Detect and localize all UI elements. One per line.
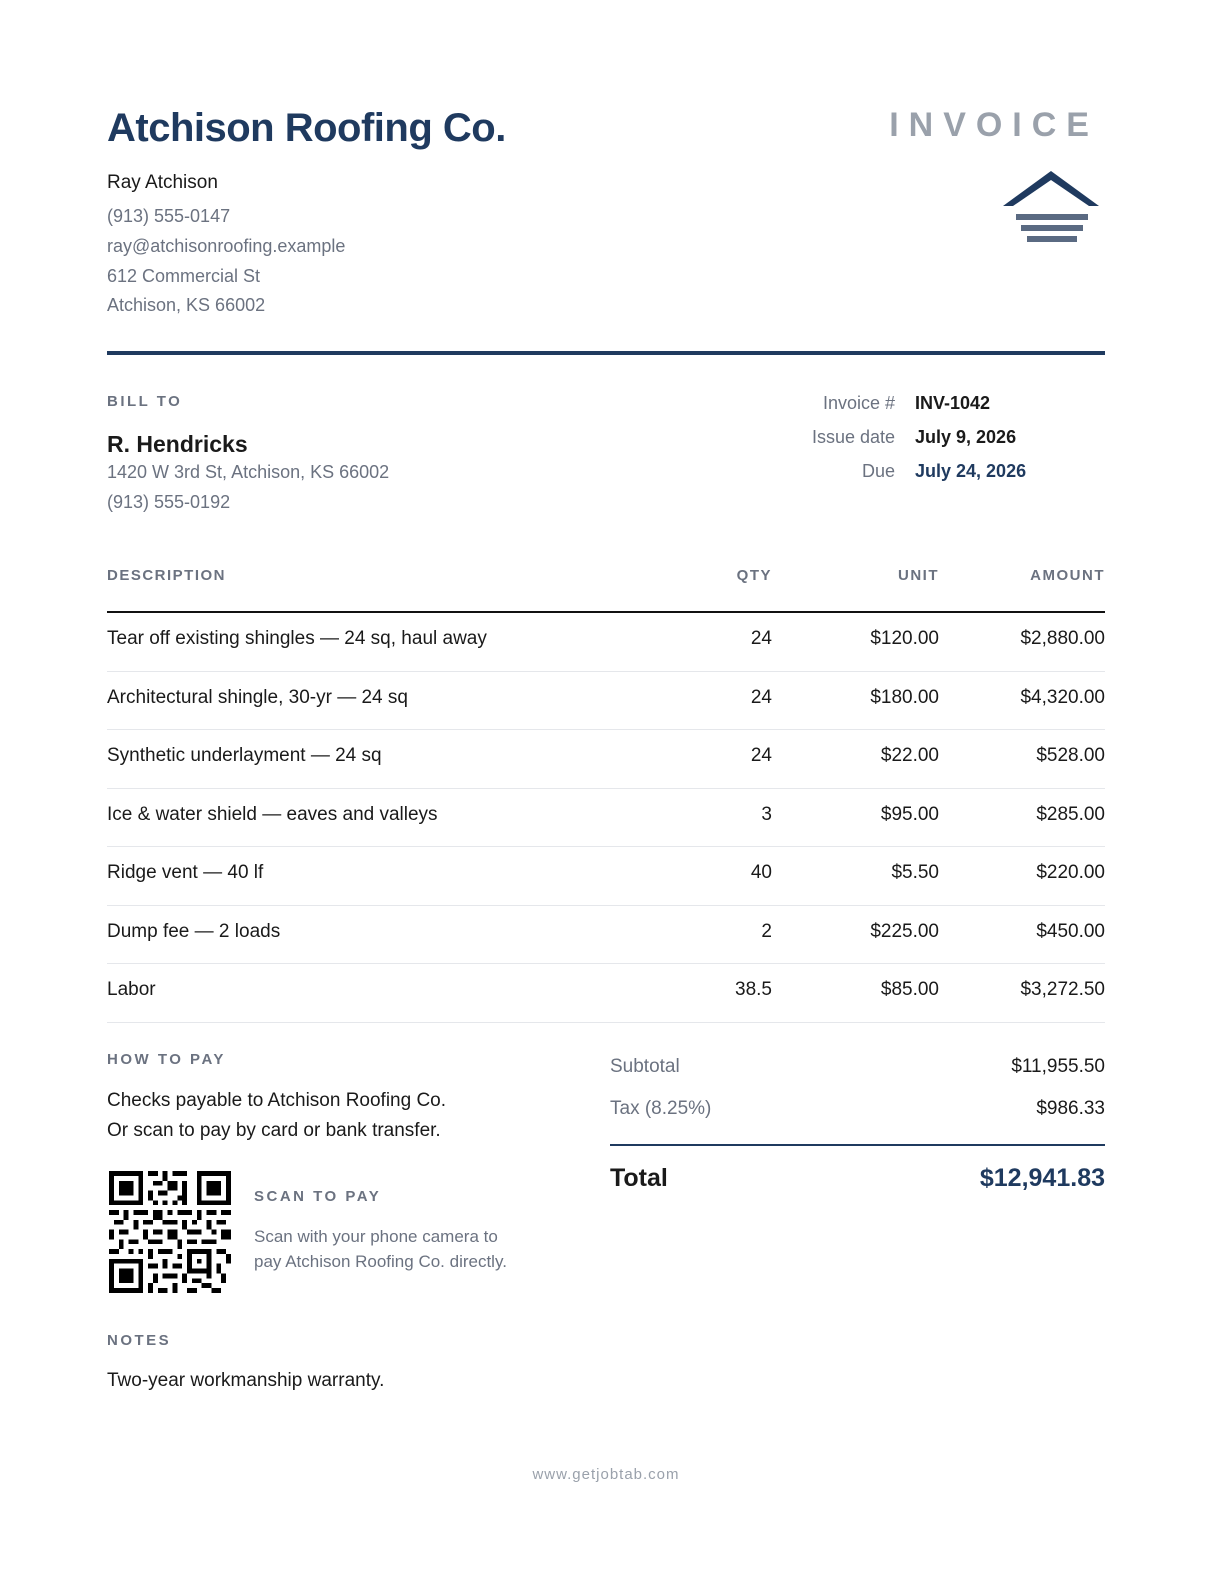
header-divider	[107, 351, 1105, 355]
item-description: Tear off existing shingles — 24 sq, haul away	[107, 628, 487, 649]
invoice-number-row	[747, 393, 1105, 417]
company-street: 612 Commercial St	[107, 266, 261, 286]
table-row	[107, 964, 1105, 1023]
item-description: Ridge vent — 40 lf	[107, 862, 264, 883]
item-unit-price: $95.00	[880, 803, 939, 825]
company-phone[interactable]: (913) 555-0147	[107, 206, 231, 226]
item-unit-price: $120.00	[870, 628, 939, 649]
issue-date-label: Issue date	[811, 427, 895, 447]
item-qty: 24	[750, 686, 772, 708]
line-items-header	[107, 567, 1105, 587]
footer-link[interactable]: www.getjobtab.com	[532, 1466, 680, 1483]
company-email[interactable]: ray@atchisonroofing.example	[107, 236, 346, 256]
scan-instructions-line1: Scan with your phone camera to	[254, 1227, 498, 1246]
table-row	[107, 730, 1105, 789]
qr-code-icon[interactable]	[109, 1171, 231, 1293]
item-unit-price: $180.00	[870, 686, 939, 708]
total-value: $12,941.83	[979, 1164, 1105, 1192]
item-amount: $220.00	[1036, 862, 1105, 883]
item-qty: 24	[750, 628, 772, 649]
item-qty: 24	[750, 745, 772, 766]
totals-divider	[610, 1144, 1105, 1146]
item-description: Ice & water shield — eaves and valleys	[107, 803, 438, 825]
table-row	[107, 613, 1105, 672]
item-qty: 40	[750, 862, 772, 883]
document-title: INVOICE	[889, 106, 1099, 144]
item-amount: $450.00	[1036, 920, 1105, 942]
item-description: Synthetic underlayment — 24 sq	[107, 745, 382, 766]
client-address: 1420 W 3rd St, Atchison, KS 66002	[107, 462, 390, 482]
invoice-page	[107, 0, 1105, 1584]
client-phone[interactable]: (913) 555-0192	[107, 492, 231, 512]
subtotal-value: $11,955.50	[1011, 1056, 1105, 1077]
payment-instructions-line2: Or scan to pay by card or bank transfer.	[107, 1120, 441, 1141]
invoice-number: INV-1042	[915, 393, 991, 413]
owner-name: Ray Atchison	[107, 172, 218, 193]
issue-date-row	[747, 427, 1105, 451]
notes-text: Two-year workmanship warranty.	[107, 1370, 385, 1391]
tax-value: $986.33	[1036, 1098, 1105, 1119]
subtotal-row	[610, 1056, 1105, 1080]
table-row	[107, 672, 1105, 731]
due-date-row	[747, 461, 1105, 485]
bill-to-label: BILL TO	[107, 393, 183, 410]
due-date: July 24, 2026	[915, 461, 1027, 481]
item-qty: 38.5	[735, 979, 772, 1000]
item-qty: 2	[761, 920, 772, 942]
item-description: Architectural shingle, 30-yr — 24 sq	[107, 686, 408, 708]
scan-instructions-line2: pay Atchison Roofing Co. directly.	[254, 1252, 507, 1271]
column-header-amount: AMOUNT	[1030, 567, 1105, 584]
company-city: Atchison, KS 66002	[107, 295, 266, 315]
item-amount: $4,320.00	[1020, 686, 1105, 708]
item-unit-price: $225.00	[870, 920, 939, 942]
column-header-unit: UNIT	[898, 567, 939, 584]
item-unit-price: $85.00	[880, 979, 939, 1000]
issue-date: July 9, 2026	[915, 427, 1017, 447]
notes-label: NOTES	[107, 1332, 172, 1349]
company-name: Atchison Roofing Co.	[107, 106, 506, 150]
invoice-number-label: Invoice #	[822, 393, 895, 413]
tax-row	[610, 1098, 1105, 1122]
table-row	[107, 906, 1105, 965]
table-row	[107, 847, 1105, 906]
item-qty: 3	[761, 803, 772, 825]
payment-instructions-line1: Checks payable to Atchison Roofing Co.	[107, 1090, 447, 1111]
column-header-description: DESCRIPTION	[107, 567, 227, 584]
item-unit-price: $22.00	[880, 745, 939, 766]
item-description: Dump fee — 2 loads	[107, 920, 281, 942]
column-header-qty: QTY	[736, 567, 772, 584]
total-label: Total	[610, 1164, 668, 1192]
item-amount: $2,880.00	[1020, 628, 1105, 649]
tax-label: Tax (8.25%)	[610, 1098, 712, 1119]
client-name: R. Hendricks	[107, 431, 248, 457]
item-amount: $528.00	[1036, 745, 1105, 766]
line-items	[107, 613, 1105, 1023]
item-amount: $285.00	[1036, 803, 1105, 825]
subtotal-label: Subtotal	[610, 1056, 680, 1077]
item-description: Labor	[107, 979, 156, 1000]
roof-logo-icon	[1001, 168, 1101, 246]
how-to-pay-label: HOW TO PAY	[107, 1051, 226, 1068]
item-unit-price: $5.50	[891, 862, 939, 883]
item-amount: $3,272.50	[1020, 979, 1105, 1000]
table-row	[107, 789, 1105, 848]
scan-to-pay-label: SCAN TO PAY	[254, 1188, 382, 1205]
due-date-label: Due	[861, 461, 895, 481]
